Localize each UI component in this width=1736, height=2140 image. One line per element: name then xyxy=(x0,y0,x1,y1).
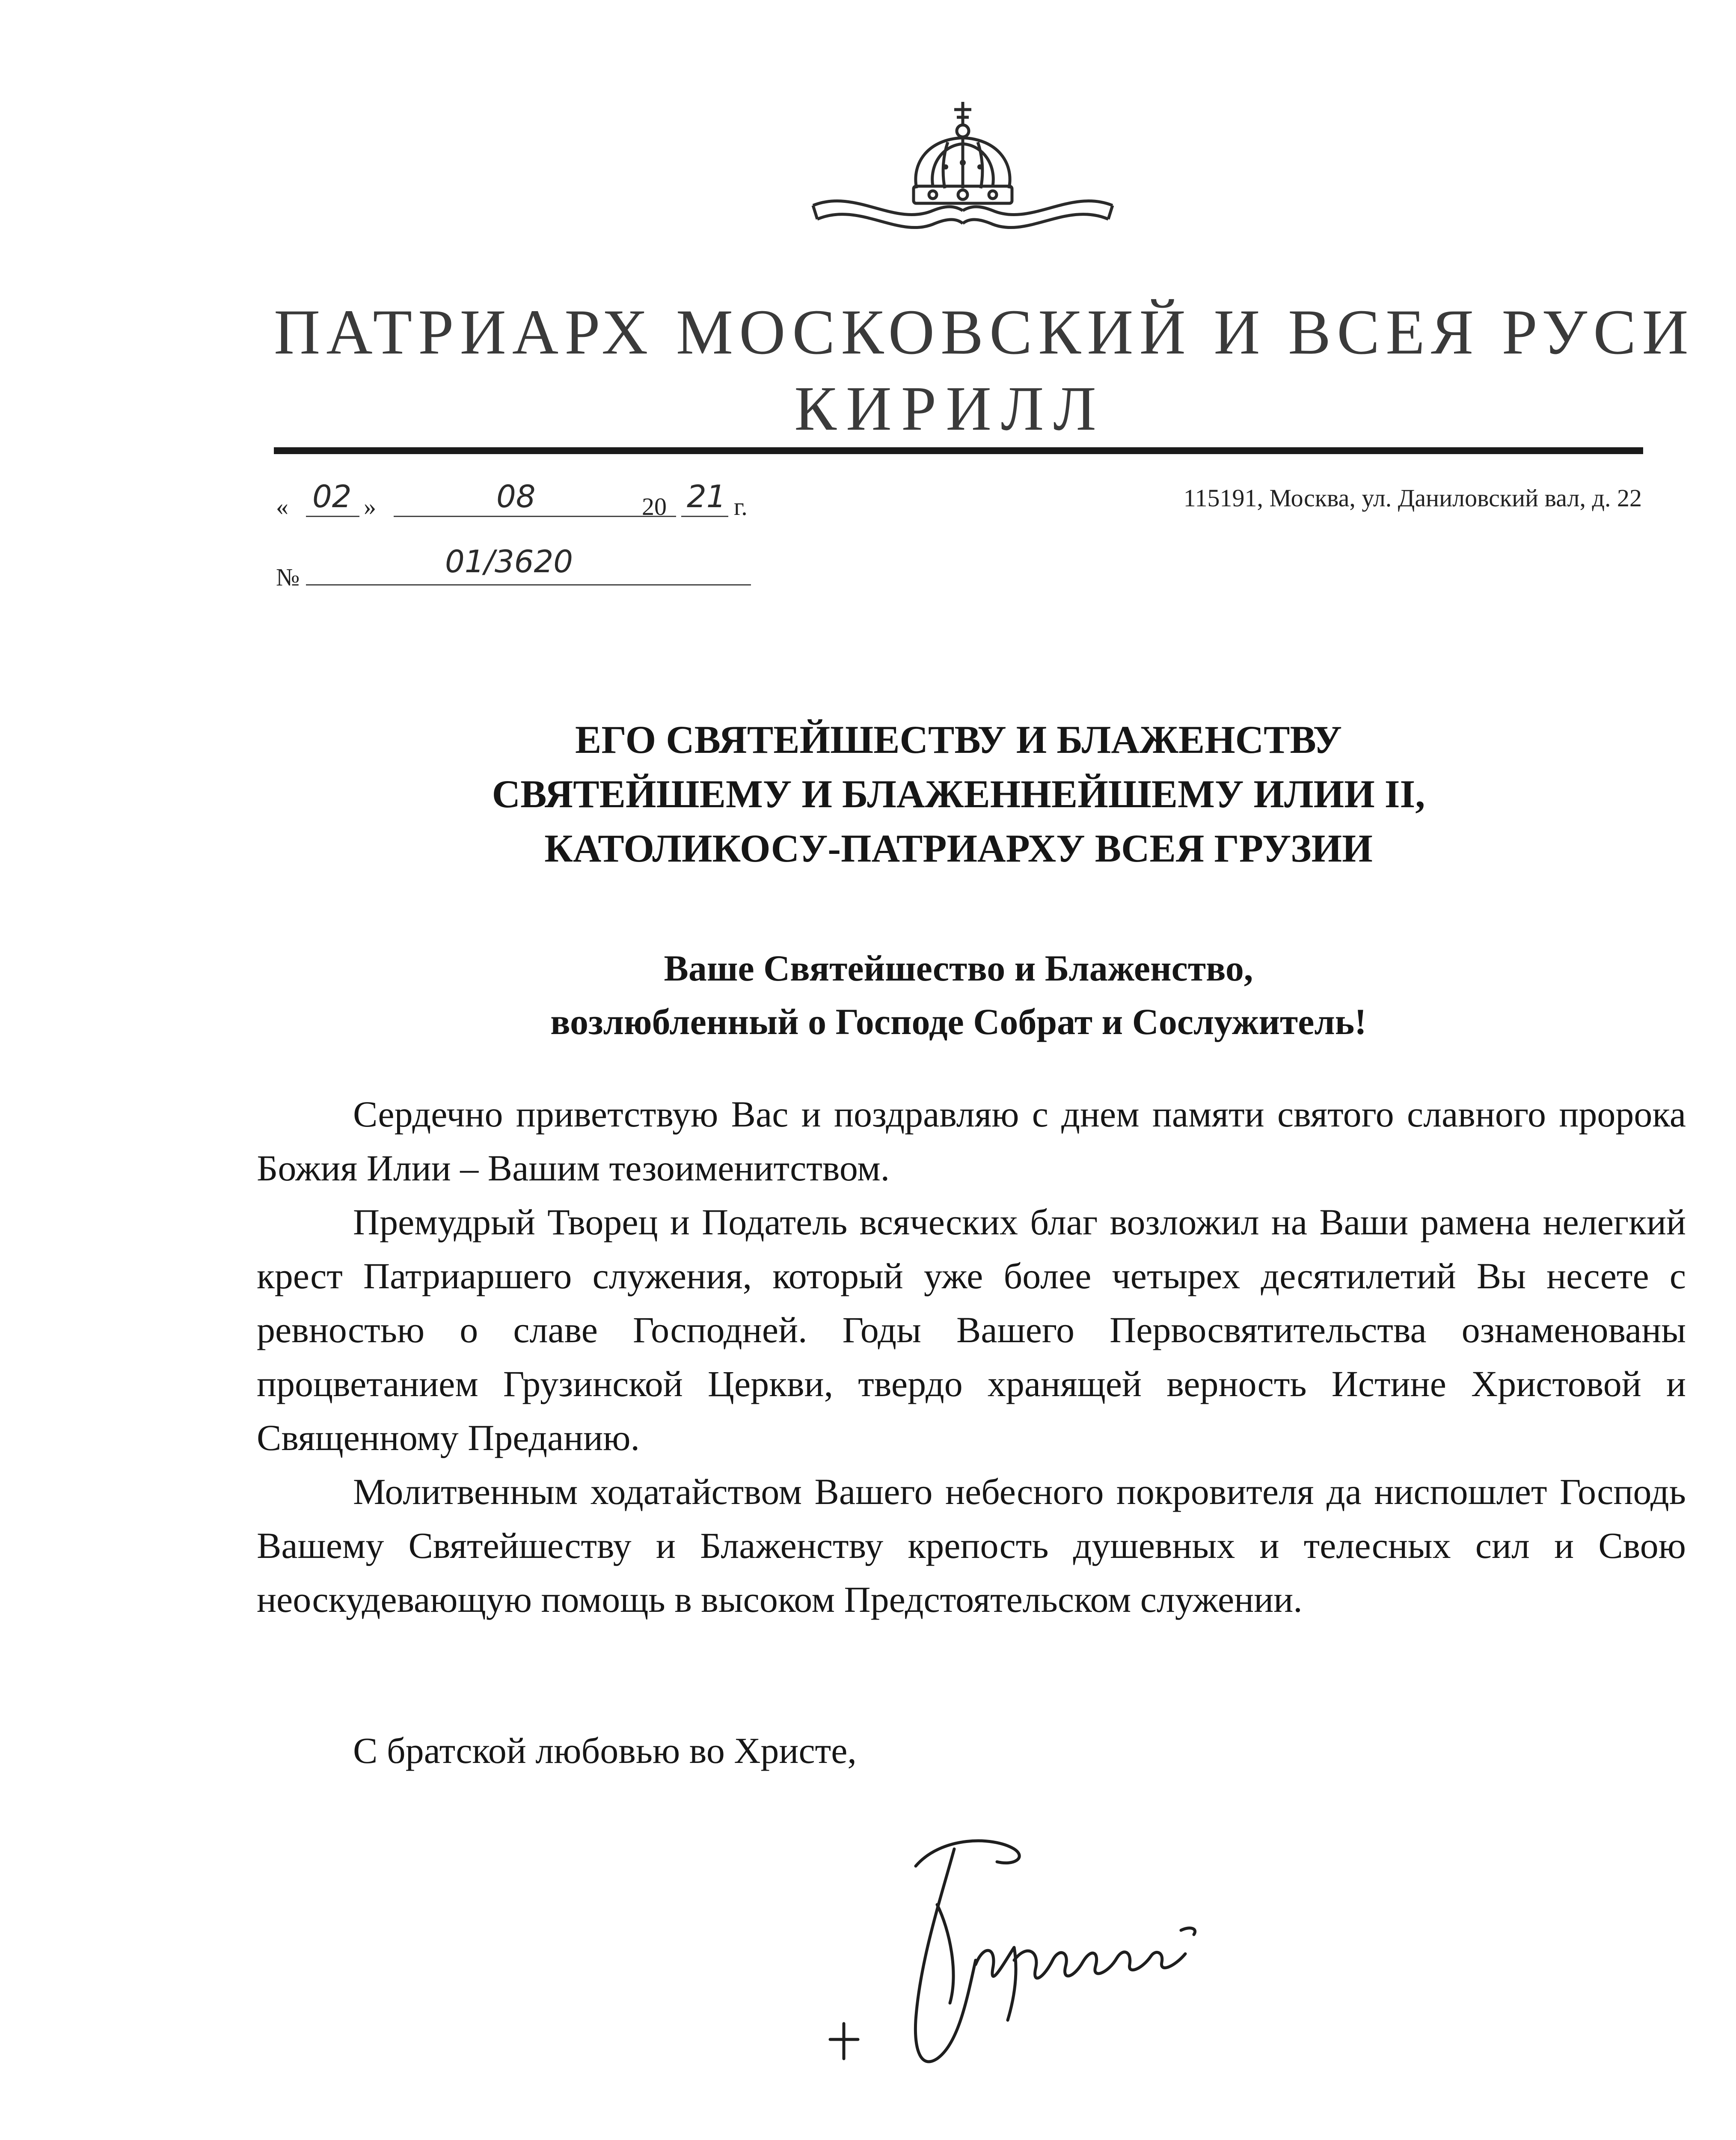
date-quote-close: » xyxy=(364,493,376,520)
patriarchal-crown-emblem-icon xyxy=(804,98,1121,240)
letterhead-rule xyxy=(274,447,1643,454)
date-year-prefix: 20 xyxy=(642,493,667,520)
date-year-unit: г. xyxy=(734,493,748,520)
letterhead-title: ПАТРИАРХ МОСКОВСКИЙ И ВСЕЯ РУСИ xyxy=(274,297,1694,368)
addressee-line: СВЯТЕЙШЕМУ И БЛАЖЕННЕЙШЕМУ ИЛИИ II, xyxy=(492,772,1425,816)
salutation-line: Ваше Святейшество и Блаженство, xyxy=(664,948,1253,989)
body-paragraph: Молитвенным ходатайством Вашего небесного покровителя да ниспошлет Господь Вашему Святейшеству и Блаженству крепость душевных и телесных сил и Свою неоскудевающую помощь в высоком Предстоятельском служении. xyxy=(257,1471,1686,1620)
date-year-suffix: 21 xyxy=(687,479,726,514)
day-underline xyxy=(306,516,359,517)
date-quote-open: « xyxy=(276,493,288,520)
salutation-line: возлюбленный о Господе Собрат и Сослужитель! xyxy=(550,1001,1367,1042)
addressee-block xyxy=(274,713,1643,876)
body-paragraph: Премудрый Творец и Податель всяческих благ возложил на Ваши рамена нелегкий крест Патриаршего служения, который уже более четырех десятилетий Вы несете с ревностью о славе Господней. Годы Вашего Первосвятительства ознаменованы процветанием Грузинской Церкви, твердо хранящей верность Истине Христовой и Священному Преданию. xyxy=(257,1201,1686,1458)
addressee-line: ЕГО СВЯТЕЙШЕСТВУ И БЛАЖЕНСТВУ xyxy=(575,718,1342,761)
document-number: 01/3620 xyxy=(445,544,573,580)
addressee-line: КАТОЛИКОСУ-ПАТРИАРХУ ВСЕЯ ГРУЗИИ xyxy=(544,826,1373,870)
number-label: № xyxy=(276,563,300,591)
salutation-block xyxy=(274,942,1643,1049)
month-underline xyxy=(394,516,676,517)
body-paragraph: Сердечно приветствую Вас и поздравляю с днем памяти святого славного пророка Божия Илии – Вашим тезоименитством. xyxy=(257,1094,1686,1189)
year-underline xyxy=(681,516,728,517)
number-underline xyxy=(306,584,751,586)
date-day: 02 xyxy=(312,479,352,514)
letter-body xyxy=(257,1087,1686,1626)
signature-icon xyxy=(813,1819,1241,2084)
closing-line: С братской любовью во Христе, xyxy=(353,1730,857,1771)
letterhead-name: КИРИЛЛ xyxy=(794,374,1106,444)
letterhead-address: 115191, Москва, ул. Даниловский вал, д. 22 xyxy=(1183,484,1642,512)
date-month: 08 xyxy=(496,479,536,514)
